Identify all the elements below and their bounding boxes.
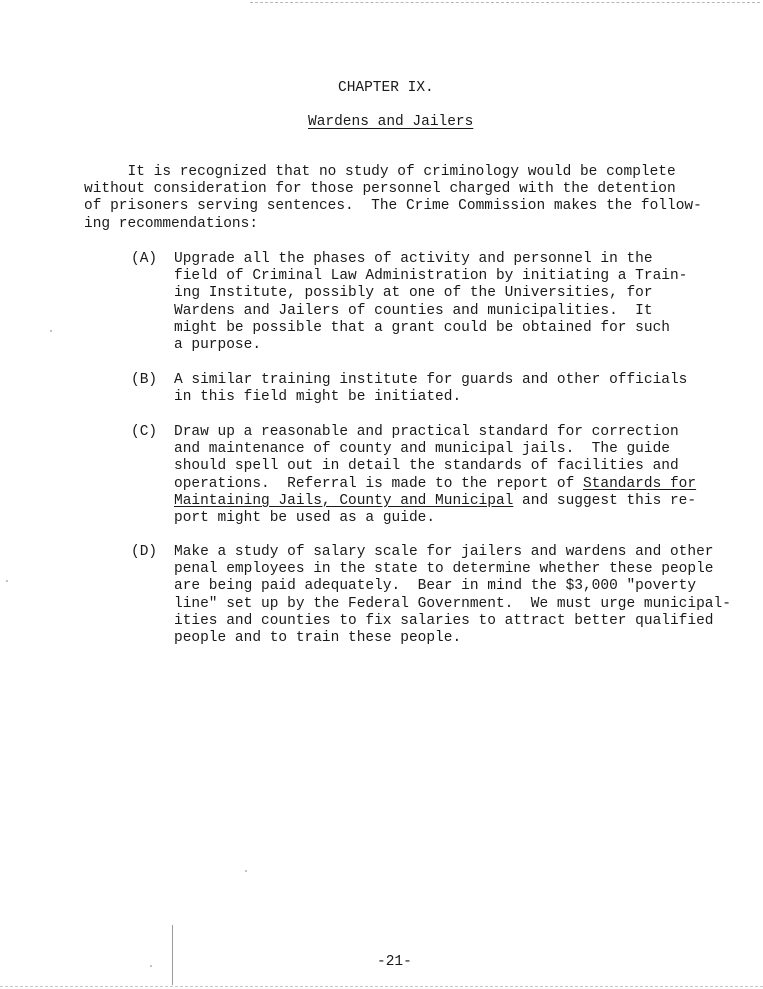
recommendation-line: port might be used as a guide.: [174, 510, 436, 527]
recommendation-label-d: (D): [131, 544, 158, 560]
recommendation-b: [174, 372, 687, 406]
section-title: Wardens and Jailers: [308, 114, 474, 130]
recommendation-line: [174, 476, 696, 493]
intro-line: without consideration for those personnel charged with the detention: [84, 181, 676, 198]
recommendation-line: line" set up by the Federal Government. We must urge municipal-: [174, 595, 731, 612]
recommendation-line: ing Institute, possibly at one of the Universities, for: [174, 285, 653, 302]
recommendation-line: should spell out in detail the standards of facilities and: [174, 458, 679, 475]
recommendation-line: [174, 493, 696, 510]
intro-line: ing recommendations:: [84, 215, 259, 232]
recommendation-line: Make a study of salary scale for jailers and wardens and other: [174, 544, 714, 560]
recommendation-line: Upgrade all the phases of activity and personnel in the: [174, 251, 653, 267]
recommendation-line: in this field might be initiated.: [174, 389, 462, 406]
recommendation-line: Wardens and Jailers of counties and municipalities. It: [174, 302, 653, 319]
recommendation-line: A similar training institute for guards and other officials: [174, 372, 688, 388]
recommendation-line: might be possible that a grant could be obtained for such: [174, 319, 670, 336]
report-title-part-1: Standards for: [582, 475, 697, 492]
scan-margin-mark: [172, 925, 173, 985]
intro-paragraph: [84, 164, 702, 233]
recommendation-label-b: (B): [131, 372, 158, 388]
page-number: -21-: [377, 954, 412, 970]
chapter-heading: CHAPTER IX.: [338, 80, 434, 96]
scan-speck: [50, 330, 52, 332]
scan-speck: [245, 870, 247, 872]
scan-speck: [6, 580, 8, 582]
recommendation-a: [174, 251, 687, 354]
scan-edge-bottom: [0, 986, 763, 987]
recommendation-line: Draw up a reasonable and practical standard for correction: [174, 424, 679, 440]
scan-edge-top: [250, 2, 760, 3]
intro-line: It is recognized that no study of criminology would be complete: [84, 164, 676, 180]
recommendation-d: [174, 544, 731, 647]
scan-speck: [150, 965, 152, 967]
recommendation-text: and suggest this re-: [513, 492, 697, 509]
recommendation-label-c: (C): [131, 424, 158, 440]
recommendation-line: field of Criminal Law Administration by initiating a Train-: [174, 268, 688, 285]
recommendation-line: ities and counties to fix salaries to attract better qualified: [174, 612, 714, 629]
recommendation-line: are being paid adequately. Bear in mind the $3,000 "poverty: [174, 578, 697, 595]
recommendation-line: a purpose.: [174, 337, 262, 354]
intro-line: of prisoners serving sentences. The Crime Commission makes the follow-: [84, 198, 702, 215]
recommendation-line: people and to train these people.: [174, 630, 462, 647]
report-title-part-2: Maintaining Jails, County and Municipal: [174, 492, 514, 509]
recommendation-label-a: (A): [131, 251, 158, 267]
recommendation-line: and maintenance of county and municipal jails. The guide: [174, 441, 670, 458]
recommendation-line: penal employees in the state to determine whether these people: [174, 561, 714, 578]
recommendation-c: [174, 424, 696, 527]
recommendation-text: operations. Referral is made to the report of: [174, 475, 583, 492]
